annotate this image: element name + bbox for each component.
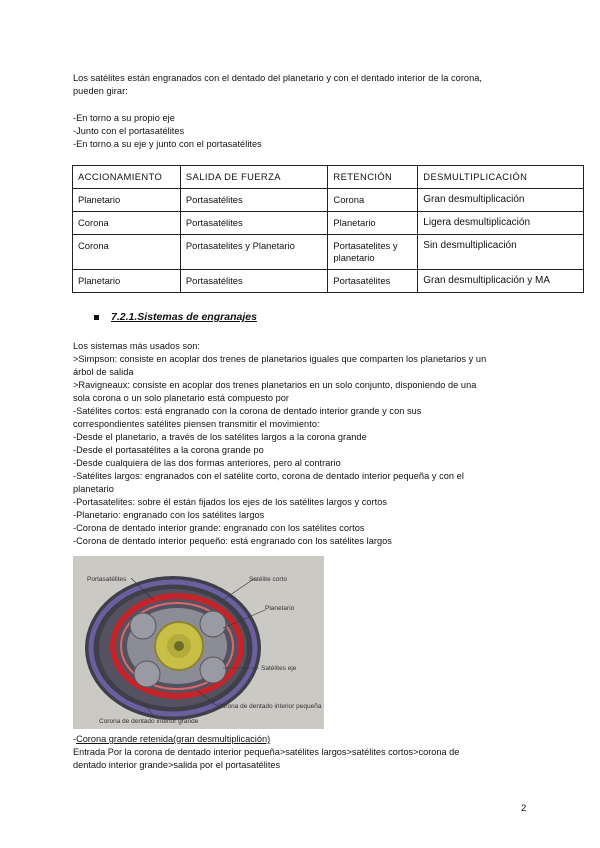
body-line: >Simpson: consiste en acoplar dos trenes de planetarios iguales que comparten los planetarios y un (73, 354, 487, 364)
table-header: DESMULTIPLICACIÓN (418, 166, 584, 189)
figure-caption (73, 733, 459, 772)
planet-gear (200, 657, 226, 683)
caption-title: Corona grande retenida(gran desmultiplicación) (76, 734, 271, 744)
table-cell: Planetario (328, 212, 418, 235)
label-planetario: Planetario (265, 605, 295, 612)
list-item: -En torno a su eje y junto con el portasatélites (73, 139, 262, 149)
table-cell: Portasatélites (180, 212, 328, 235)
table-cell: Portasatélites (328, 270, 418, 293)
table-cell: Portasatelites y planetario (328, 235, 418, 270)
body-line: -Planetario: engranado con los satélites largos (73, 510, 265, 520)
caption-prefix: - (73, 734, 77, 744)
body-line: correspondientes satélites piensen transmitir el movimiento: (73, 419, 320, 429)
list-item: -Junto con el portasatélites (73, 126, 185, 136)
table-cell: Corona (73, 212, 181, 235)
intro-line: Los satélites están engranados con el dentado del planetario y con el dentado interior de la corona, (73, 73, 483, 83)
label-corona-grande: Corona de dentado interior grande (99, 718, 199, 725)
body-line: >Ravigneaux: consiste en acoplar dos trenes planetarios en un solo conjunto, disponiendo de una (73, 380, 477, 390)
planetary-gear-illustration (73, 556, 324, 729)
table-cell: Gran desmultiplicación (418, 189, 584, 212)
intro-list (73, 112, 262, 151)
caption-line: Entrada Por la corona de dentado interior pequeña>satélites largos>satélites cortos>corona de (73, 747, 460, 757)
table-cell: Sin desmultiplicación (418, 235, 584, 270)
table-cell: Corona (73, 235, 181, 270)
table-header: RETENCIÓN (328, 166, 418, 189)
table-cell: Planetario (73, 189, 181, 212)
table-row (73, 270, 584, 293)
body-line: árbol de salida (73, 367, 134, 377)
body-line: -Portasatelites: sobre él están fijados los ejes de los satélites largos y cortos (73, 497, 388, 507)
table-cell: Portasatélites (180, 189, 328, 212)
planet-gear (130, 613, 156, 639)
section-title: 7.2.1.Sistemas de engranajes (111, 311, 257, 323)
intro-paragraph (73, 72, 482, 98)
body-line: -Desde el planetario, a través de los satélites largos a la corona grande (73, 432, 367, 442)
planet-gear (200, 611, 226, 637)
table-header: ACCIONAMIENTO (73, 166, 181, 189)
label-satelite-corto: Satélite corto (249, 576, 287, 583)
page-number: 2 (521, 803, 527, 814)
table-cell: Portasatelites y Planetario (180, 235, 328, 270)
table-row (73, 235, 584, 270)
body-line: sola corona o un solo planetario está compuesto por (73, 393, 290, 403)
table-header: SALIDA DE FUERZA (180, 166, 328, 189)
label-satelites-eje: Satélites eje (261, 665, 297, 672)
section-heading (94, 311, 257, 323)
body-line: Los sistemas más usados son: (73, 341, 201, 351)
intro-line: pueden girar: (73, 86, 128, 96)
body-line: -Satélites largos: engranados con el satélite corto, corona de dentado interior pequeña y con el (73, 471, 464, 481)
body-line: -Corona de dentado interior grande: engranado con los satélites cortos (73, 523, 365, 533)
table-row (73, 212, 584, 235)
body-line: planetario (73, 484, 114, 494)
table-cell: Ligera desmultiplicación (418, 212, 584, 235)
body-line: -Satélites cortos: está engranado con la corona de dentado interior grande y con sus (73, 406, 422, 416)
list-item: -En torno a su propio eje (73, 113, 175, 123)
label-portasatelites: Portasatélites (87, 576, 127, 583)
bullet-square-icon (94, 315, 99, 320)
gear-ratio-table (72, 165, 584, 293)
body-text (73, 340, 486, 548)
planetary-gear-figure (73, 556, 324, 729)
table-cell: Planetario (73, 270, 181, 293)
planet-gear (134, 661, 160, 687)
table-header-row (73, 166, 584, 189)
body-line: -Desde cualquiera de las dos formas anteriores, pero al contrario (73, 458, 341, 468)
label-corona-pequena: Corona de dentado interior pequeña (217, 703, 322, 710)
table-cell: Gran desmultiplicación y MA (418, 270, 584, 293)
body-line: -Desde el portasatélites a la corona grande po (73, 445, 264, 455)
caption-line: dentado interior grande>salida por el portasatélites (73, 760, 281, 770)
body-line: -Corona de dentado interior pequeño: está engranado con los satélites largos (73, 536, 392, 546)
table-cell: Corona (328, 189, 418, 212)
table-cell: Portasatélites (180, 270, 328, 293)
table-row (73, 189, 584, 212)
